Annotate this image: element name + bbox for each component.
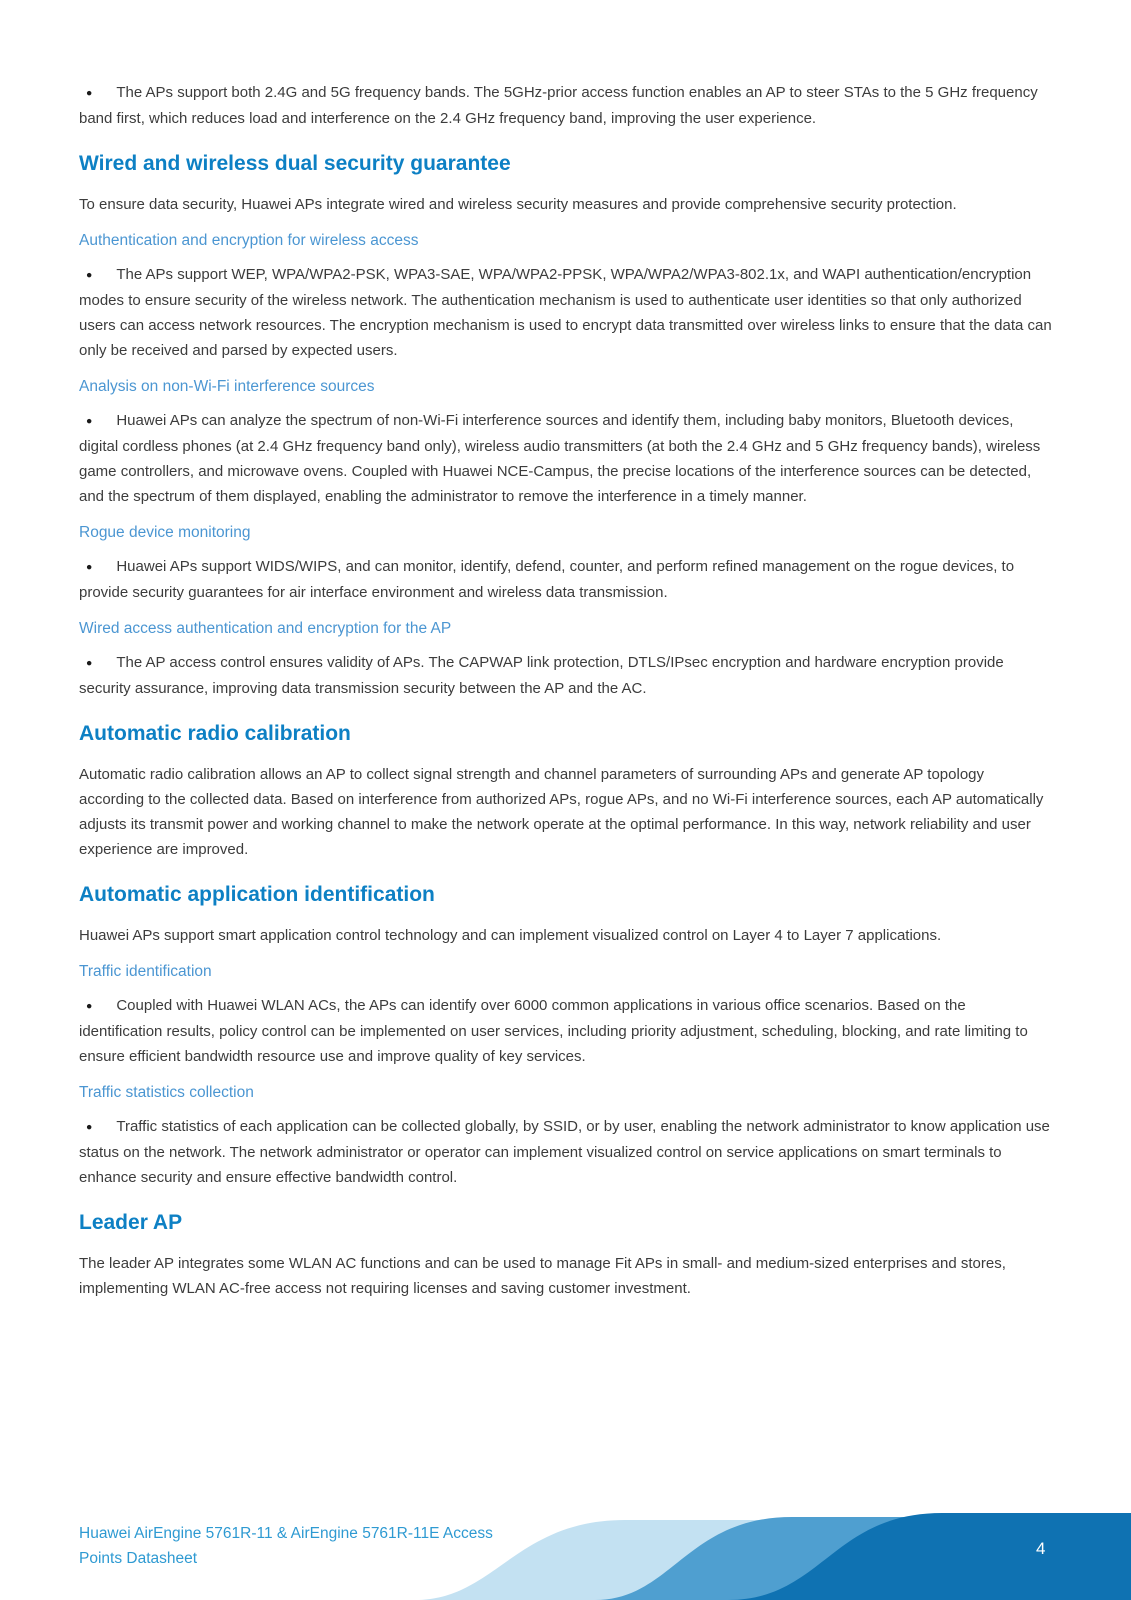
page-footer: [0, 1475, 1131, 1600]
bullet-text: The APs support WEP, WPA/WPA2-PSK, WPA3-SAE, WPA/WPA2-PPSK, WPA/WPA2/WPA3-802.1x, and WAPI authentication/encryption modes to ensure security of the wireless network. The authentication mechanism is used to authenticate user identities so that only authorized users can access network resources. The encryption mechanism is used to encrypt data transmitted over wireless links to ensure that the data can only be received and parsed by expected users.: [79, 266, 1052, 359]
bullet-text: Traffic statistics of each application can be collected globally, by SSID, or by user, enabling the network administrator to know application use status on the network. The network administrator or operator can implement visualized control on service applications on smart terminals to enhance security and ensure effective bandwidth control.: [79, 1118, 1050, 1186]
paragraph: To ensure data security, Huawei APs integrate wired and wireless security measures and provide comprehensive security protection.: [79, 196, 957, 213]
bullet-icon: ●: [86, 657, 93, 669]
bullet-text: Huawei APs can analyze the spectrum of non-Wi-Fi interference sources and identify them, including baby monitors, Bluetooth devices, digital cordless phones (at 2.4 GHz frequency band only), wireless audio transmitters (at both the 2.4 GHz and 5 GHz frequency bands), wireless game controllers, and microwave ovens. Coupled with Huawei NCE-Campus, the precise locations of the interference sources can be detected, and the spectrum of them displayed, enabling the administrator to remove the interference in a timely manner.: [79, 412, 1041, 505]
footer-doc-title: [79, 1521, 493, 1571]
bullet-icon: ●: [86, 561, 93, 573]
bullet-icon: ●: [86, 87, 93, 99]
footer-doc-title-line2: Points Datasheet: [79, 1550, 198, 1567]
bullet-item: [79, 650, 1053, 701]
bullet-item: [79, 408, 1053, 509]
subheading-traffic-identification: Traffic identification: [79, 963, 212, 980]
bullet-icon: ●: [86, 1121, 93, 1133]
bullet-item: [79, 1114, 1053, 1190]
bullet-icon: ●: [86, 415, 93, 427]
bullet-item: [79, 80, 1053, 131]
subheading-non-wifi-interference: Analysis on non-Wi-Fi interference sources: [79, 378, 375, 395]
bullet-text: The AP access control ensures validity of APs. The CAPWAP link protection, DTLS/IPsec encryption and hardware encryption provide security assurance, improving data transmission security between the AP and the AC.: [79, 654, 1004, 697]
subheading-rogue-device-monitoring: Rogue device monitoring: [79, 524, 251, 541]
footer-doc-title-line1: Huawei AirEngine 5761R-11 & AirEngine 5761R-11E Access: [79, 1525, 493, 1542]
page-number: 4: [1036, 1539, 1046, 1558]
heading-automatic-radio-calibration: Automatic radio calibration: [79, 722, 351, 745]
bullet-text: Coupled with Huawei WLAN ACs, the APs can identify over 6000 common applications in various office scenarios. Based on the identification results, policy control can be implemented on user services, including priority adjustment, scheduling, blocking, and rate limiting to ensure efficient bandwidth resource use and improve quality of key services.: [79, 997, 1028, 1065]
bullet-text: The APs support both 2.4G and 5G frequency bands. The 5GHz-prior access function enables an AP to steer STAs to the 5 GHz frequency band first, which reduces load and interference on the 2.4 GHz frequency band, improving the user experience.: [79, 84, 1038, 127]
bullet-item: [79, 554, 1053, 605]
heading-automatic-application-identification: Automatic application identification: [79, 883, 435, 906]
heading-leader-ap: Leader AP: [79, 1211, 183, 1234]
subheading-wired-access-authentication: Wired access authentication and encryption for the AP: [79, 620, 452, 637]
bullet-item: [79, 993, 1053, 1069]
subheading-authentication-encryption: Authentication and encryption for wireless access: [79, 232, 419, 249]
subheading-traffic-statistics-collection: Traffic statistics collection: [79, 1084, 254, 1101]
bullet-item: [79, 262, 1053, 363]
bullet-icon: ●: [86, 269, 93, 281]
bullet-text: Huawei APs support WIDS/WIPS, and can monitor, identify, defend, counter, and perform refined management on the rogue devices, to provide security guarantees for air interface environment and wireless data transmission.: [79, 558, 1015, 601]
heading-wired-wireless-security: Wired and wireless dual security guarantee: [79, 152, 511, 175]
paragraph: The leader AP integrates some WLAN AC functions and can be used to manage Fit APs in small- and medium-sized enterprises and stores, implementing WLAN AC-free access not requiring licenses and saving customer investment.: [79, 1255, 1006, 1297]
paragraph: Automatic radio calibration allows an AP to collect signal strength and channel parameters of surrounding APs and generate AP topology according to the collected data. Based on interference from authorized APs, rogue APs, and no Wi-Fi interference sources, each AP automatically adjusts its transmit power and working channel to make the network operate at the optimal performance. In this way, network reliability and user experience are improved.: [79, 766, 1044, 858]
bullet-icon: ●: [86, 1000, 93, 1012]
page-content: [79, 0, 1053, 1314]
paragraph: Huawei APs support smart application control technology and can implement visualized control on Layer 4 to Layer 7 applications.: [79, 927, 942, 944]
